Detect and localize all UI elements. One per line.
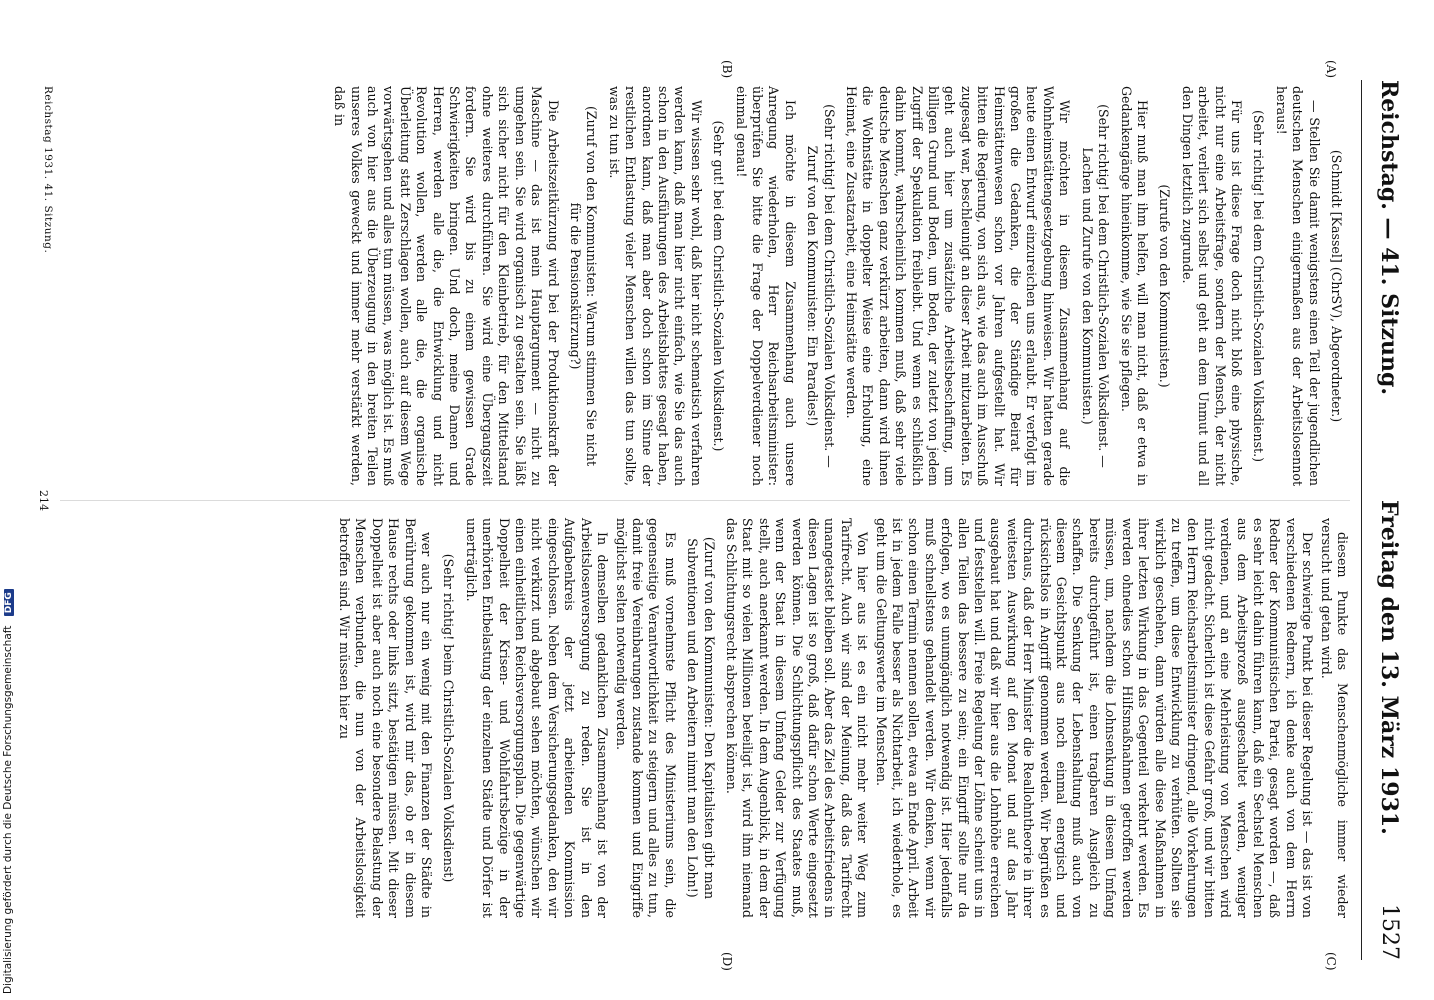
interjection: (Sehr richtig! bei dem Christlich-Sozialen Volksdienst. — Lachen und Zurufe von den Kommunisten.) [1079, 104, 1112, 468]
margin-mark-a: (A) [1324, 60, 1338, 79]
interjection: (Zuruf von den Kommunisten: Den Kapitalisten gibt man Subventionen und den Arbeitern nimmt man den Lohn!) [685, 536, 717, 900]
paragraph: — Stellen Sie damit wenigstens einen Teil der jugendlichen deutschen Menschen einigermaßen aus der Arbeitslosennot heraus! [1273, 86, 1322, 486]
margin-mark-d: (D) [720, 952, 734, 971]
paragraph: Ich möchte in diesem Zusammenhang auch unsere Anregung wiederholen, Herr Reichsarbeitsminister: überprüfen Sie bitte die Frage der Doppelverdiener noch einmal genau! [733, 86, 798, 486]
page-footer: Reichstag 1931. 41. Sitzung. [42, 86, 54, 254]
dfg-logo: DFG [4, 589, 14, 616]
header-rule [1361, 80, 1362, 960]
paragraph: Wir möchten in diesem Zusammenhang auf die Wohnheimstättengesetzgebung hinweisen. Wir hatten gerade heute einen Entwurf einzureichen uns erlaubt. Er verfolgt im großen die Gedanken, die der Ständige Beirat für Heimstättenwesen schon vor Jahren aufgestellt hat. Wir bitten die Regierung, von sich aus, wie das auch im Ausschuß zugesagt war, beschleunigt an dieser Arbeit mitzuarbeiten. Es geht auch hier um zusätzliche Arbeitsbeschaffung, um billigen Grund und Boden, um Boden, der zuletzt von jedem Zugriff der Spekulation freibleibt. Und wenn es schließlich dahin kommt, wahrscheinlich kommen muß, daß sehr viele deutsche Menschen ganz verkürzt arbeiten, dann wird ihnen die Wohnstätte in doppelter Weise eine Erholung, eine Heimat, eine Zusatzarbeit, eine Heimstätte werden. [844, 86, 1073, 486]
header-page-number: 1527 [1377, 904, 1402, 960]
text-column-left [329, 86, 1350, 486]
paragraph: Von hier aus ist es ein nicht mehr weiter Weg zum Tarifrecht. Auch wir sind der Meinung, daß das Tarifrecht unangetastet bleiben soll. Aber das Ziel des Arbeitsfriedens in diesen Lagen ist so groß, daß dafür schon Werte eingesetzt werden können. Die Schlichtungspflicht des Staates muß, wenn der Staat in diesem Umfang Gelder zur Verfügung stellt, auch anerkannt werden. In dem Augenblick, in dem der Staat mit so vielen Millionen beteiligt ist, wird ihm niemand das Schlichtungsrecht absprechen können. [723, 518, 871, 918]
column-divider [60, 500, 1350, 501]
margin-mark-c: (C) [1324, 952, 1338, 971]
paragraph: In demselben gedanklichen Zusammenhang ist von der Arbeitslosenversorgung zu reden. Sie ist in den Aufgabenkreis der jetzt arbeitenden Kommission eingeschlossen. Neben dem Versicherungsgedanken, den wir nicht verkürzt und abgebaut sehen möchten, wünschen wir einen einheitlichen Reichsversorgungsplan. Die gegenwärtige Doppelheit der Krisen- und Wohlfahrtsbezüge in der unerhörten Entbelastung der einzelnen Städte und Dörfer ist unerträglich. [463, 518, 611, 918]
paragraph: Es muß vornehmste Pflicht des Ministeriums sein, die gegenseitige Verantwortlichkeit zu steigern und alles zu tun, damit freie Vereinbarungen zustande kommen und Eingriffe möglichst selten notwendig werden. [613, 518, 678, 918]
header-date: Freitag den 13. März 1931. [1376, 500, 1402, 835]
dfg-credit-text: Digitalisierung gefördert durch die Deutsche Forschungsgemeinschaft [2, 625, 14, 994]
interjection: (Zuruf von den Kommunisten: Warum stimmen Sie nicht für die Pensionskürzung?) [567, 105, 600, 467]
paragraph: diesem Punkte das Menschenmögliche immer wieder versucht und getan wird. [1318, 518, 1350, 918]
paragraph: Für uns ist diese Frage doch nicht bloß eine physische, nicht nur eine Arbeitsfrage, sondern der Mensch, der nicht arbeitet, verliert sich selbst und geht an dem Unmut und all den Dingen letztlich zugrunde. [1179, 86, 1244, 486]
interjection: (Sehr gut! bei dem Christlich-Sozialen Volksdienst.) [711, 120, 727, 452]
interjection: (Sehr richtig! bei dem Christlich-Sozialen Volksdienst. — Zuruf von den Kommunisten: Ein Paradies!) [805, 104, 837, 468]
interjection: (Sehr richtig! beim Christlich-Sozialen Volksdienst) [441, 553, 457, 883]
paragraph: Die Arbeitszeitkürzung wird bei der Produktionskraft der Maschine — das ist mein Hauptargument — nicht zu umgehen sein. Sie wird organisch zu gestalten sein. Sie läßt sich sicher nicht für den Kleinbetrieb, für den Mittelstand ohne weiteres durchführen. Sie wird eine Übergangszeit fordern. Sie wird bis zu einem gewissen Grade Schwierigkeiten bringen. Und doch, meine Damen und Herren, werden alle die, die Entwicklung und nicht Revolution wollen, werden alle die, die organische Überleitung statt Zerschlagen wollen, auch auf diesem Wege vorwärtsgehen und alles tun müssen, was möglich ist. Es muß auch von hier aus die Überzeugung in den breiten Teilen unseres Volkes geweckt und immer mehr verstärkt werden, daß in [332, 86, 561, 486]
header-left: Reichstag. — 41. Sitzung. [1376, 80, 1402, 396]
paragraph: wer auch nur ein wenig mit den Finanzen der Städte in Berührung gekommen ist, wird mir das, ob er in diesem Hause rechts oder links sitzt, bestätigen müssen. Mit dieser Doppelheit ist aber auch noch eine besondere Belastung der Menschen verbunden, die nun von der Arbeitslosigkeit betroffen sind. Wir müssen hier zu [337, 518, 435, 918]
paragraph: Der schwierige Punkt bei dieser Regelung ist — das ist von verschiedenen Rednern, ich denke auch von dem Herrn Redner der Kommunistischen Partei, gesagt worden —, daß es sehr leicht dahin führen kann, daß ein Sechstel Menschen aus dem Arbeitsprozeß ausgeschaltet werden, weniger verdienen, und an eine Mehrleistung von Menschen wird nicht gedacht. Sicherlich ist diese Gefahr groß, und wir bitten den Herrn Reichsarbeitsminister dringend, alle Vorkehrungen zu treffen, um diese Entwicklung zu verhüten. Sollten sie wirklich geschehen, dann würden alle diese Maßnahmen in ihrer letzten Wirkung in das Gegenteil verkehrt werden. Es werden ohnedies schon Hilfsmaßnahmen getroffen werden müssen, um, nachdem die Lohnsenkung in diesem Umfang bereits durchgeführt ist, einen tragbaren Ausgleich zu schaffen. Die Senkung der Lebenshaltung muß auch von diesem Gesichtspunkt aus noch einmal energisch und rücksichtslos in Angriff genommen werden. Wir begrüßen es durchaus, daß der Herr Minister die Reallohntheorie in ihrer weitesten Auswirkung auf den Monat und auf das Jahr ausgebaut hat und daß wir hier aus die Lohnhöhe erreichen und feststellen will. Freie Regelung der Löhne scheint uns in allen Teilen das bessere zu sein; ein Eingriff sollte nur da erfolgen, wo es unumgänglich notwendig ist. Hier jedenfalls muß schnellstens gehandelt werden. Wir denken, wenn wir schon einen Termin nennen sollen, etwa an Ende April. Arbeit ist in jedem Falle besser als Nichtarbeit, ich wiederhole, es geht um die Geltungswerte im Menschen. [873, 518, 1316, 918]
dfg-credit [0, 0, 14, 1000]
margin-mark-b: (B) [720, 60, 734, 79]
paragraph: Hier muß man ihm helfen, will man nicht, daß er etwa in Gedankengänge hineinkomme, wie Sie sie pflegen. [1118, 86, 1150, 486]
page-header [1362, 80, 1402, 960]
interjection: (Zurufe von den Kommunisten.) [1157, 184, 1173, 388]
text-column-right [334, 518, 1350, 918]
bottom-page-number: 214 [37, 490, 50, 511]
interjection: (Schmidt [Kassel] (ChrSV), Abgeordneter.) [1329, 149, 1344, 423]
paragraph: Wir wissen sehr wohl, daß hier nicht schematisch verfahren werden kann, daß man hier nicht einfach, wie Sie das auch schon in den Ausführungen des Arbeitsblattes gesagt haben, anordnen kann, daß man aber doch schon im Sinne der restlichen Entlastung vieler Menschen willen das tun sollte, was zu tun ist. [606, 86, 704, 486]
interjection: (Sehr richtig! bei dem Christlich-Sozialen Volksdienst.) [1251, 109, 1267, 463]
